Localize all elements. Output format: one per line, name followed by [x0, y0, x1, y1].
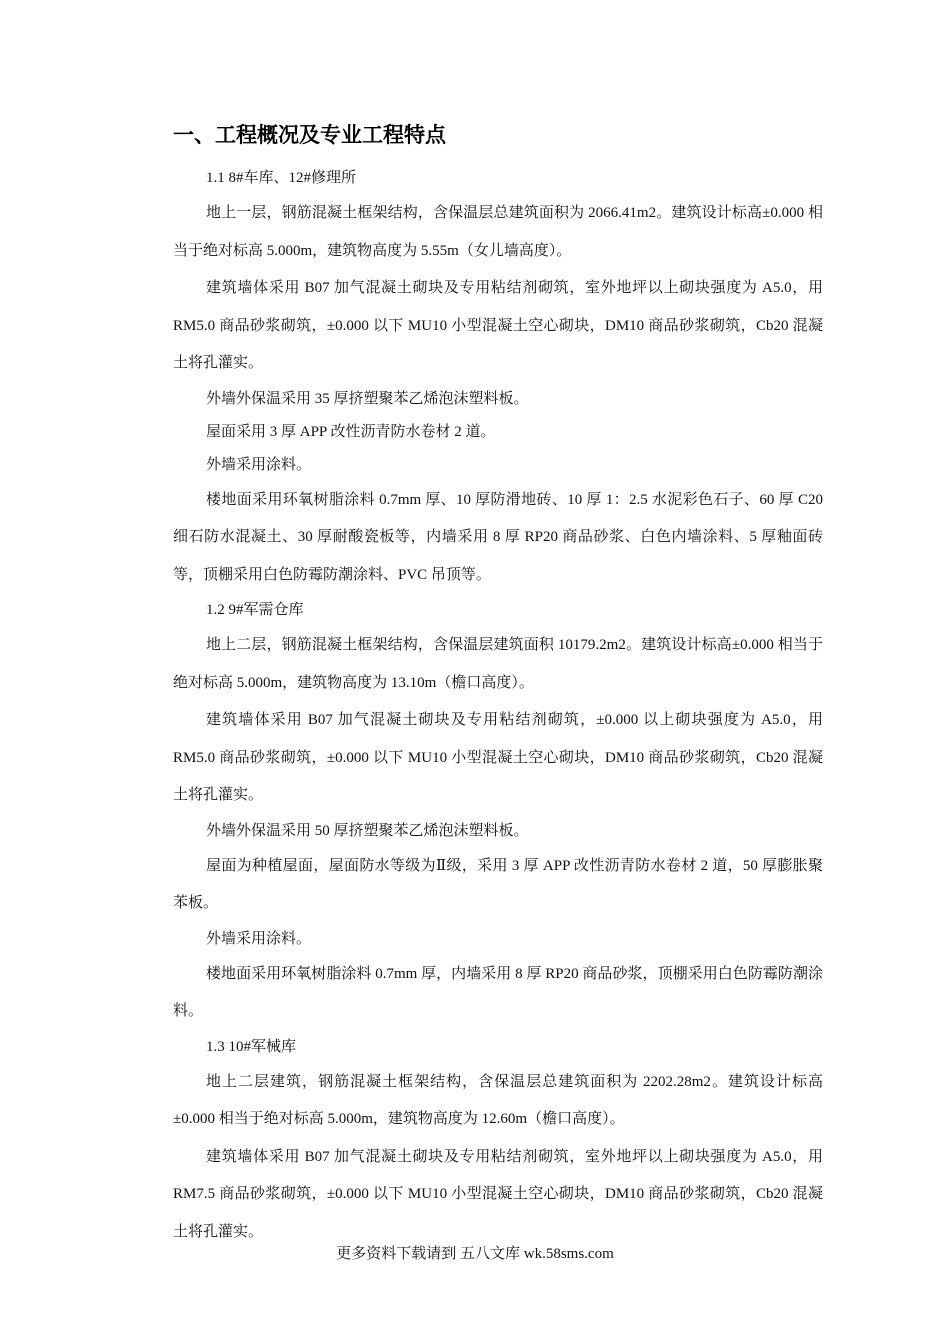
paragraph: 地上二层，钢筋混凝土框架结构，含保温层建筑面积 10179.2m2。建筑设计标高±0.000 相当于绝对标高 5.000m，建筑物高度为 13.10m（檐口高度）。 [173, 637, 823, 691]
section-title: 1.1 8#车库、12#修理所 [206, 170, 357, 186]
document-body [173, 118, 823, 1251]
paragraph: 外墙外保温采用 50 厚挤塑聚苯乙烯泡沫塑料板。 [206, 822, 529, 839]
paragraph: 屋面为种植屋面，屋面防水等级为Ⅱ级，采用 3 厚 APP 改性沥青防水卷材 2 道，50 厚膨胀聚苯板。 [173, 857, 823, 911]
paragraph: 建筑墙体采用 B07 加气混凝土砌块及专用粘结剂砌筑，室外地坪以上砌块强度为 A5.0，用 RM7.5 商品砂浆砌筑，±0.000 以下 MU10 小型混凝土空心砌块，DM10 商品砂浆砌筑，Cb20 混凝土将孔灌实。 [173, 1148, 823, 1240]
page-heading: 一、工程概况及专业工程特点 [173, 123, 446, 147]
footer-download-note: 更多资料下载请到 五八文库 wk.58sms.com [336, 1246, 614, 1262]
section-title: 1.2 9#军需仓库 [206, 602, 304, 618]
paragraph: 屋面采用 3 厚 APP 改性沥青防水卷材 2 道。 [206, 423, 496, 440]
paragraph: 楼地面采用环氧树脂涂料 0.7mm 厚、10 厚防滑地砖、10 厚 1：2.5 水泥彩色石子、60 厚 C20 细石防水混凝土、30 厚耐酸瓷板等，内墙采用 8 厚 RP20 商品砂浆、白色内墙涂料、5 厚釉面砖等，顶棚采用白色防霉防潮涂料、PVC 吊顶等。 [173, 491, 823, 583]
section-1-1 [173, 162, 823, 594]
paragraph: 外墙外保温采用 35 厚挤塑聚苯乙烯泡沫塑料板。 [206, 390, 529, 407]
paragraph: 地上一层，钢筋混凝土框架结构，含保温层总建筑面积为 2066.41m2。建筑设计标高±0.000 相当于绝对标高 5.000m，建筑物高度为 5.55m（女儿墙高度）。 [173, 205, 823, 259]
paragraph: 建筑墙体采用 B07 加气混凝土砌块及专用粘结剂砌筑，±0.000 以上砌块强度为 A5.0，用 RM5.0 商品砂浆砌筑，±0.000 以下 MU10 小型混凝土空心砌块，DM10 商品砂浆砌筑，Cb20 混凝土将孔灌实。 [173, 712, 823, 803]
paragraph: 建筑墙体采用 B07 加气混凝土砌块及专用粘结剂砌筑，室外地坪以上砌块强度为 A5.0，用 RM5.0 商品砂浆砌筑，±0.000 以下 MU10 小型混凝土空心砌块，DM10 商品砂浆砌筑，Cb20 混凝土将孔灌实。 [173, 280, 823, 371]
section-title: 1.3 10#军械库 [206, 1038, 297, 1055]
section-1-2 [173, 594, 823, 1031]
paragraph: 地上二层建筑，钢筋混凝土框架结构，含保温层总建筑面积为 2202.28m2。建筑设计标高±0.000 相当于绝对标高 5.000m，建筑物高度为 12.60m（檐口高度）。 [173, 1073, 823, 1127]
section-1-3 [173, 1031, 823, 1252]
paragraph: 外墙采用涂料。 [206, 930, 312, 947]
paragraph: 外墙采用涂料。 [206, 456, 312, 473]
paragraph: 楼地面采用环氧树脂涂料 0.7mm 厚，内墙采用 8 厚 RP20 商品砂浆，顶棚采用白色防霉防潮涂料。 [173, 965, 823, 1019]
